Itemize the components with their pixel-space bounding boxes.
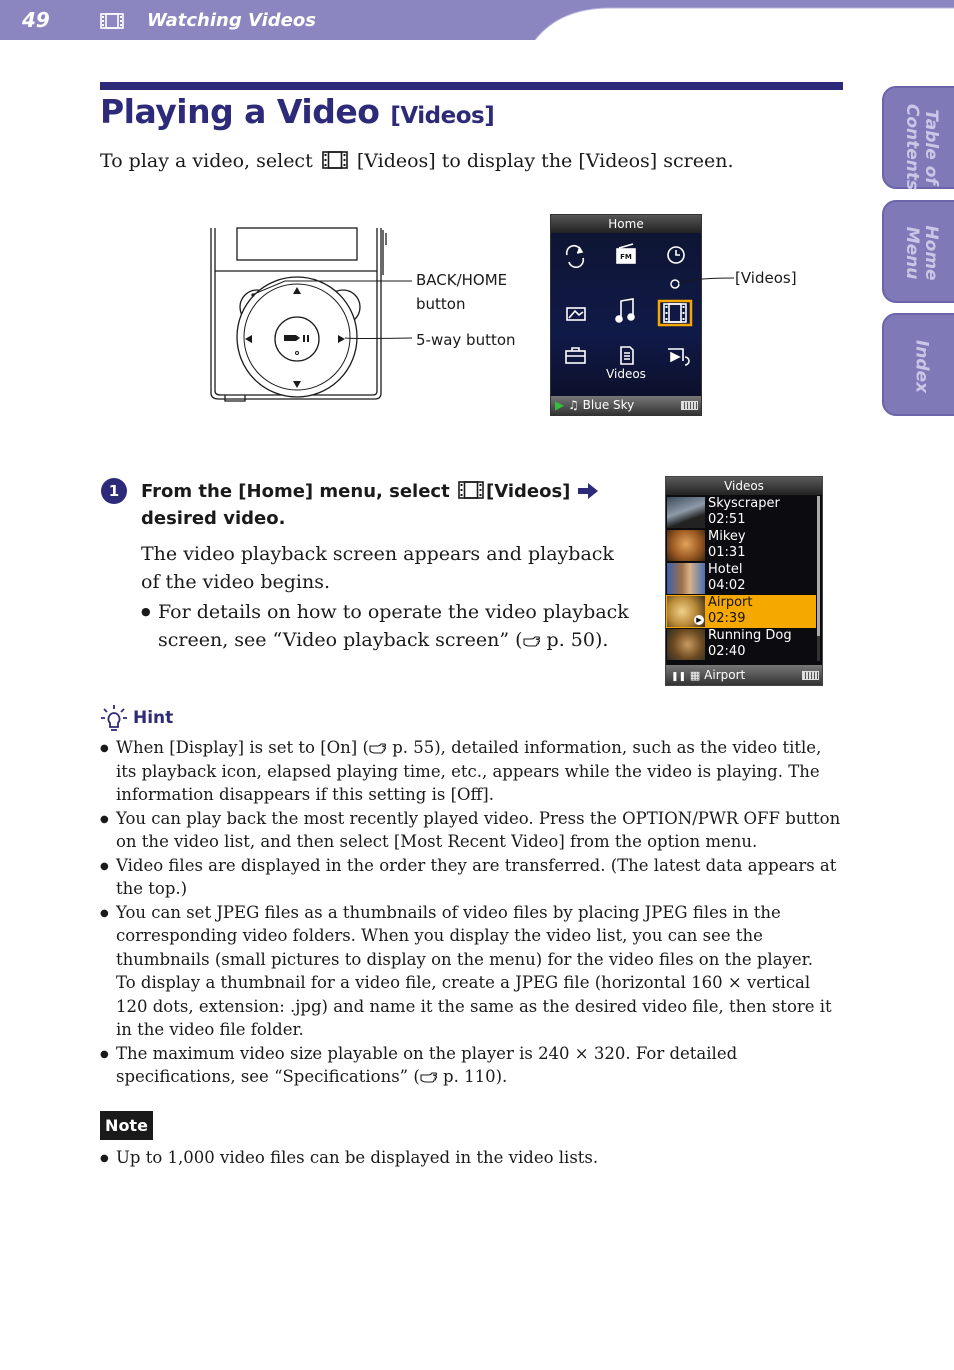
video-list[interactable] <box>666 496 816 661</box>
videos-callout-line <box>668 276 738 292</box>
tab-label: Home Menu <box>902 225 941 281</box>
title-main: Playing a Video <box>100 92 380 131</box>
hint-item <box>100 736 845 807</box>
video-name: Hotel <box>708 562 743 577</box>
hint-label: Hint <box>133 708 174 728</box>
video-thumbnail <box>667 497 705 528</box>
step-heading-end: desired video. <box>141 508 286 529</box>
battery-icon <box>681 401 698 410</box>
reference-hand-icon <box>523 634 541 648</box>
intro-text <box>100 150 734 172</box>
play-icon: ▶ <box>555 398 565 412</box>
battery-icon <box>802 671 819 680</box>
tab-table-of-contents[interactable] <box>882 86 954 189</box>
video-list-screen <box>665 476 823 686</box>
list-item[interactable] <box>666 496 816 529</box>
intro-before: To play a video, select <box>100 150 313 172</box>
video-thumbnail <box>667 629 705 660</box>
toolbox-icon <box>566 348 585 363</box>
list-item-selected[interactable] <box>666 595 816 628</box>
home-screen-title: Home <box>551 215 701 233</box>
lightbulb-icon <box>100 704 128 734</box>
note-item: ● Up to 1,000 video files can be displayed in the video lists. <box>100 1146 845 1170</box>
video-name: Mikey <box>708 529 746 544</box>
video-duration: 02:40 <box>708 644 746 659</box>
reference-hand-icon <box>369 741 387 755</box>
step-bullet-text: For details on how to operate the video playback screen, see “Video playback screen” ( <box>158 601 629 651</box>
video-duration: 02:51 <box>708 512 746 527</box>
page-title <box>100 92 494 131</box>
step-bullet <box>141 598 631 654</box>
arrow-right-icon <box>577 483 599 499</box>
note-label: Note <box>100 1111 153 1140</box>
hint-item <box>100 901 845 1042</box>
tab-label: Index <box>911 339 932 394</box>
step-number: 1 <box>101 478 127 504</box>
film-icon: ▦ <box>689 669 701 682</box>
hint-text-ref: p. 55), detailed information, such as the video title, its playback icon, elapsed playing time, etc., appears while the video is playing. The information disappears if this setting is [Off]. <box>116 738 822 804</box>
hint-item <box>100 1042 845 1089</box>
step-body <box>141 540 631 654</box>
now-playing-icon <box>668 349 689 365</box>
film-icon-selected <box>659 301 691 325</box>
hint-text: You can set JPEG files as a thumbnails of video files by placing JPEG files in the corresponding video folders. When you display the video list, you can see the thumbnails (small pictures to display on the menu) for the video files on the player. <box>116 902 813 969</box>
video-name: Airport <box>708 595 753 610</box>
hint-text-ref: p. 110). <box>443 1067 508 1086</box>
repeat-icon <box>567 246 584 268</box>
film-icon <box>458 481 484 499</box>
hint-item <box>100 807 845 854</box>
five-way-button <box>237 277 357 397</box>
video-name: Skyscraper <box>708 496 780 511</box>
intro-after: [Videos] to display the [Videos] screen. <box>356 150 734 172</box>
tab-index[interactable] <box>882 313 954 416</box>
video-duration: 02:39 <box>708 611 746 626</box>
note-list <box>100 1146 845 1170</box>
pause-icon: ❚❚ <box>671 672 687 682</box>
hint-text: Video files are displayed in the order they are transferred. (The latest data appears at the top.) <box>116 855 837 898</box>
reference-hand-icon <box>420 1070 438 1084</box>
hint-text: When [Display] is set to [On] ( <box>116 738 369 757</box>
player-device-illustration <box>205 225 420 405</box>
document-icon <box>621 347 633 364</box>
tab-home-menu[interactable] <box>882 200 954 303</box>
now-playing-video: Airport <box>704 668 746 682</box>
callout-videos: [Videos] <box>735 269 797 287</box>
title-sub: [Videos] <box>390 103 495 129</box>
video-status-bar <box>666 665 822 685</box>
list-item[interactable] <box>666 529 816 562</box>
home-screen <box>550 214 702 416</box>
now-playing-title: Blue Sky <box>582 398 635 412</box>
video-thumbnail <box>667 530 705 561</box>
title-rule <box>100 82 843 90</box>
video-duration: 01:31 <box>708 545 746 560</box>
music-note-icon: ♫ <box>568 398 579 412</box>
list-item[interactable] <box>666 628 816 661</box>
page-number: 49 <box>22 8 50 32</box>
step-bullet-ref: p. 50). <box>546 629 609 651</box>
hint-text-extra: To display a thumbnail for a video file, create a JPEG file (horizontal 160 × vertical 120 dots, extension: .jpg) and name it the same as the desired video file, then store it in the video file folder. <box>116 973 832 1039</box>
now-playing-bar <box>551 396 701 415</box>
photo-icon <box>567 308 585 320</box>
step-heading-before: From the [Home] menu, select <box>141 481 450 502</box>
step-description: The video playback screen appears and playback of the video begins. <box>141 543 614 593</box>
callout-back-home: BACK/HOME button <box>416 271 508 313</box>
header-band <box>0 0 954 40</box>
film-icon <box>100 13 124 29</box>
tab-label: Table of Contents <box>902 103 941 191</box>
video-name: Running Dog <box>708 628 792 643</box>
hint-list <box>100 736 845 1089</box>
step-heading <box>141 478 611 532</box>
hint-text: You can play back the most recently played video. Press the OPTION/PWR OFF button on the video list, and then select [Most Recent Video] from the option menu. <box>116 808 841 851</box>
list-item[interactable] <box>666 562 816 595</box>
video-duration: 04:02 <box>708 578 746 593</box>
svg-text:FM: FM <box>620 253 632 261</box>
playing-icon: ▶ <box>694 615 704 625</box>
callout-5-way: 5-way button <box>416 331 516 349</box>
hint-item <box>100 854 845 901</box>
hint-text: The maximum video size playable on the player is 240 × 320. For detailed specifications, see “Specifications” ( <box>116 1043 738 1086</box>
video-list-title: Videos <box>666 477 822 495</box>
section-title: Watching Videos <box>147 10 316 31</box>
video-thumbnail <box>667 563 705 594</box>
film-icon <box>322 151 348 169</box>
home-selected-label: Videos <box>606 367 646 381</box>
folder-music-icon <box>616 299 634 322</box>
scrollbar[interactable] <box>817 496 820 661</box>
step-heading-after: [Videos] <box>485 481 571 502</box>
clock-icon <box>668 247 684 263</box>
